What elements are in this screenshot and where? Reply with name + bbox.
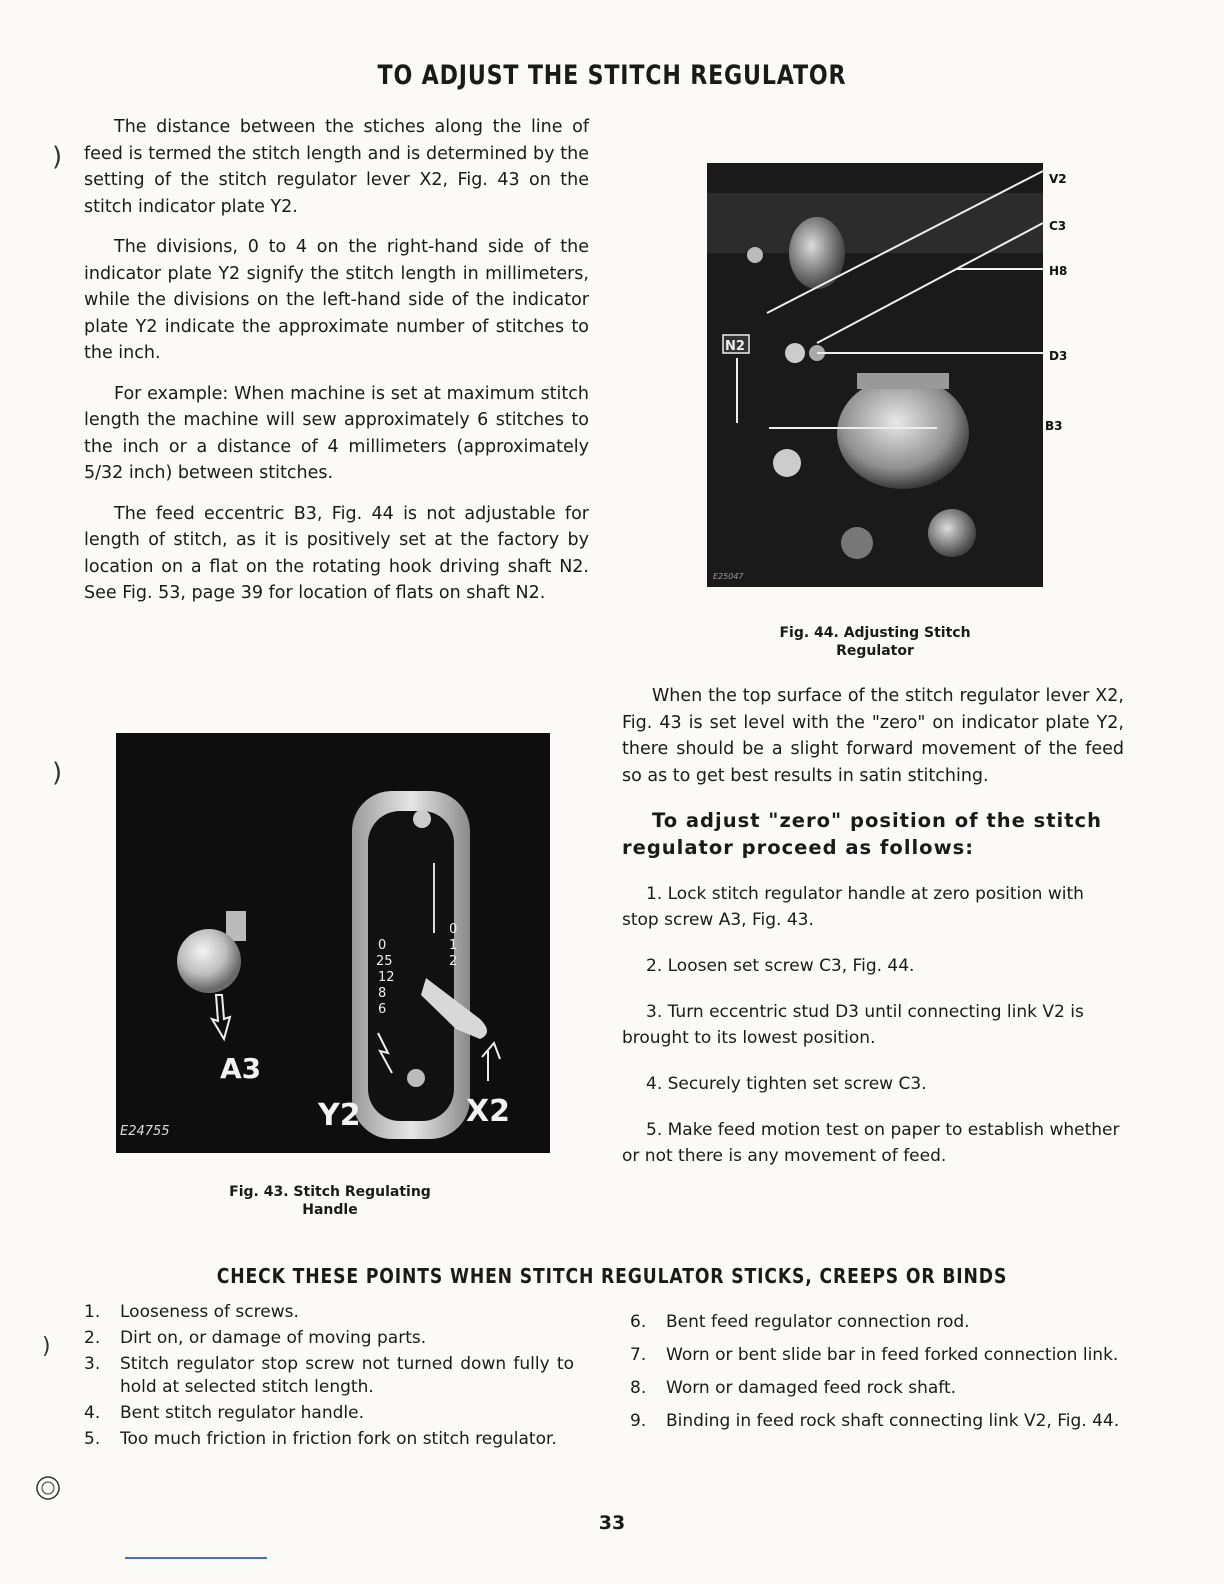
paragraph: The feed eccentric B3, Fig. 44 is not adjustable for length of stitch, as it is positively set at the factory by location on a flat on the rotating hook driving shaft N2. See Fig. 53, page 39 for location of flats on shaft N2. — [84, 503, 589, 603]
adjust-instructions — [622, 683, 1124, 1189]
fig43-caption: Fig. 43. Stitch Regulating Handle — [229, 1184, 431, 1218]
check-heading: CHECK THESE POINTS WHEN STITCH REGULATOR STICKS, CREEPS OR BINDS — [216, 1264, 1008, 1288]
adjust-heading: To adjust "zero" position of the stitch regulator proceed as follows: — [622, 809, 1102, 859]
fig43-scale-left: 0 25 12 8 6 — [376, 938, 395, 1017]
step-item: 1. Lock stitch regulator handle at zero position with stop screw A3, Fig. 43. — [622, 884, 1084, 930]
paragraph: For example: When machine is set at maximum stitch length the machine will sew approximately 6 stitches to the inch or a distance of 4 millimeters (approximately 5/32 inch) between stitches. — [84, 383, 589, 483]
step-item: 5. Make feed motion test on paper to establish whether or not there is any movement of feed. — [622, 1120, 1120, 1166]
margin-bracket-mark: ) — [42, 1334, 51, 1359]
list-item: 1. Looseness of screws. — [84, 1302, 299, 1322]
list-item: 2. Dirt on, or damage of moving parts. — [84, 1328, 427, 1348]
margin-bracket-mark: ) — [52, 142, 63, 172]
list-item: 7. Worn or bent slide bar in feed forked connection link. — [630, 1345, 1119, 1365]
list-item: 4. Bent stitch regulator handle. — [84, 1403, 364, 1423]
fig44-label-b3: B3 — [1045, 419, 1063, 433]
fig43-scale-right: 0 1 2 — [449, 922, 458, 969]
intro-text — [84, 114, 589, 621]
margin-bracket-mark: ) — [52, 758, 63, 788]
seal-icon — [34, 1474, 62, 1502]
fig43-photo — [116, 733, 550, 1153]
list-item: 9. Binding in feed rock shaft connecting link V2, Fig. 44. — [630, 1411, 1120, 1431]
list-item: 5. Too much friction in friction fork on stitch regulator. — [84, 1429, 557, 1449]
footer-rule — [125, 1557, 267, 1559]
step-item: 2. Loosen set screw C3, Fig. 44. — [646, 956, 915, 976]
fig43-label-x2: X2 — [466, 1094, 511, 1129]
fig44-label-h8: H8 — [1049, 264, 1068, 278]
fig44-caption: Fig. 44. Adjusting Stitch Regulator — [779, 625, 971, 659]
fig44-label-c3: C3 — [1049, 219, 1067, 233]
step-item: 4. Securely tighten set screw C3. — [646, 1074, 927, 1094]
fig44-photo — [707, 163, 1043, 587]
paragraph: When the top surface of the stitch regulator lever X2, Fig. 43 is set level with the "zero" on indicator plate Y2, there should be a slight forward movement of the feed so as to get best results in satin stitching. — [622, 686, 1124, 786]
fig43-code: E24755 — [120, 1124, 170, 1139]
fig44-label-n2: N2 — [725, 339, 745, 354]
list-item: 3. Stitch regulator stop screw not turned down fully to hold at selected stitch length. — [84, 1354, 574, 1397]
fig44-label-v2: V2 — [1049, 172, 1067, 186]
list-item: 8. Worn or damaged feed rock shaft. — [630, 1378, 957, 1398]
check-list-right — [630, 1311, 1122, 1443]
fig44-label-d3: D3 — [1049, 349, 1068, 363]
fig43-label-a3: A3 — [220, 1052, 262, 1085]
fig43-label-y2: Y2 — [318, 1098, 361, 1133]
paragraph: The distance between the stiches along the line of feed is termed the stitch length and is determined by the setting of the stitch regulator lever X2, Fig. 43 on the stitch indicator plate Y2. — [84, 117, 589, 217]
page-title: TO ADJUST THE STITCH REGULATOR — [377, 60, 847, 91]
page-number: 33 — [598, 1512, 626, 1534]
step-item: 3. Turn eccentric stud D3 until connecting link V2 is brought to its lowest position. — [622, 1002, 1084, 1048]
paragraph: The divisions, 0 to 4 on the right-hand side of the indicator plate Y2 signify the stitch length in millimeters, while the divisions on the left-hand side of the indicator plate Y2 indicate the approximate number of stitches to the inch. — [84, 237, 589, 363]
list-item: 6. Bent feed regulator connection rod. — [630, 1312, 970, 1332]
fig44-code: E25047 — [713, 572, 744, 581]
check-list-left — [84, 1301, 574, 1454]
fig44-side-labels — [1043, 163, 1083, 443]
